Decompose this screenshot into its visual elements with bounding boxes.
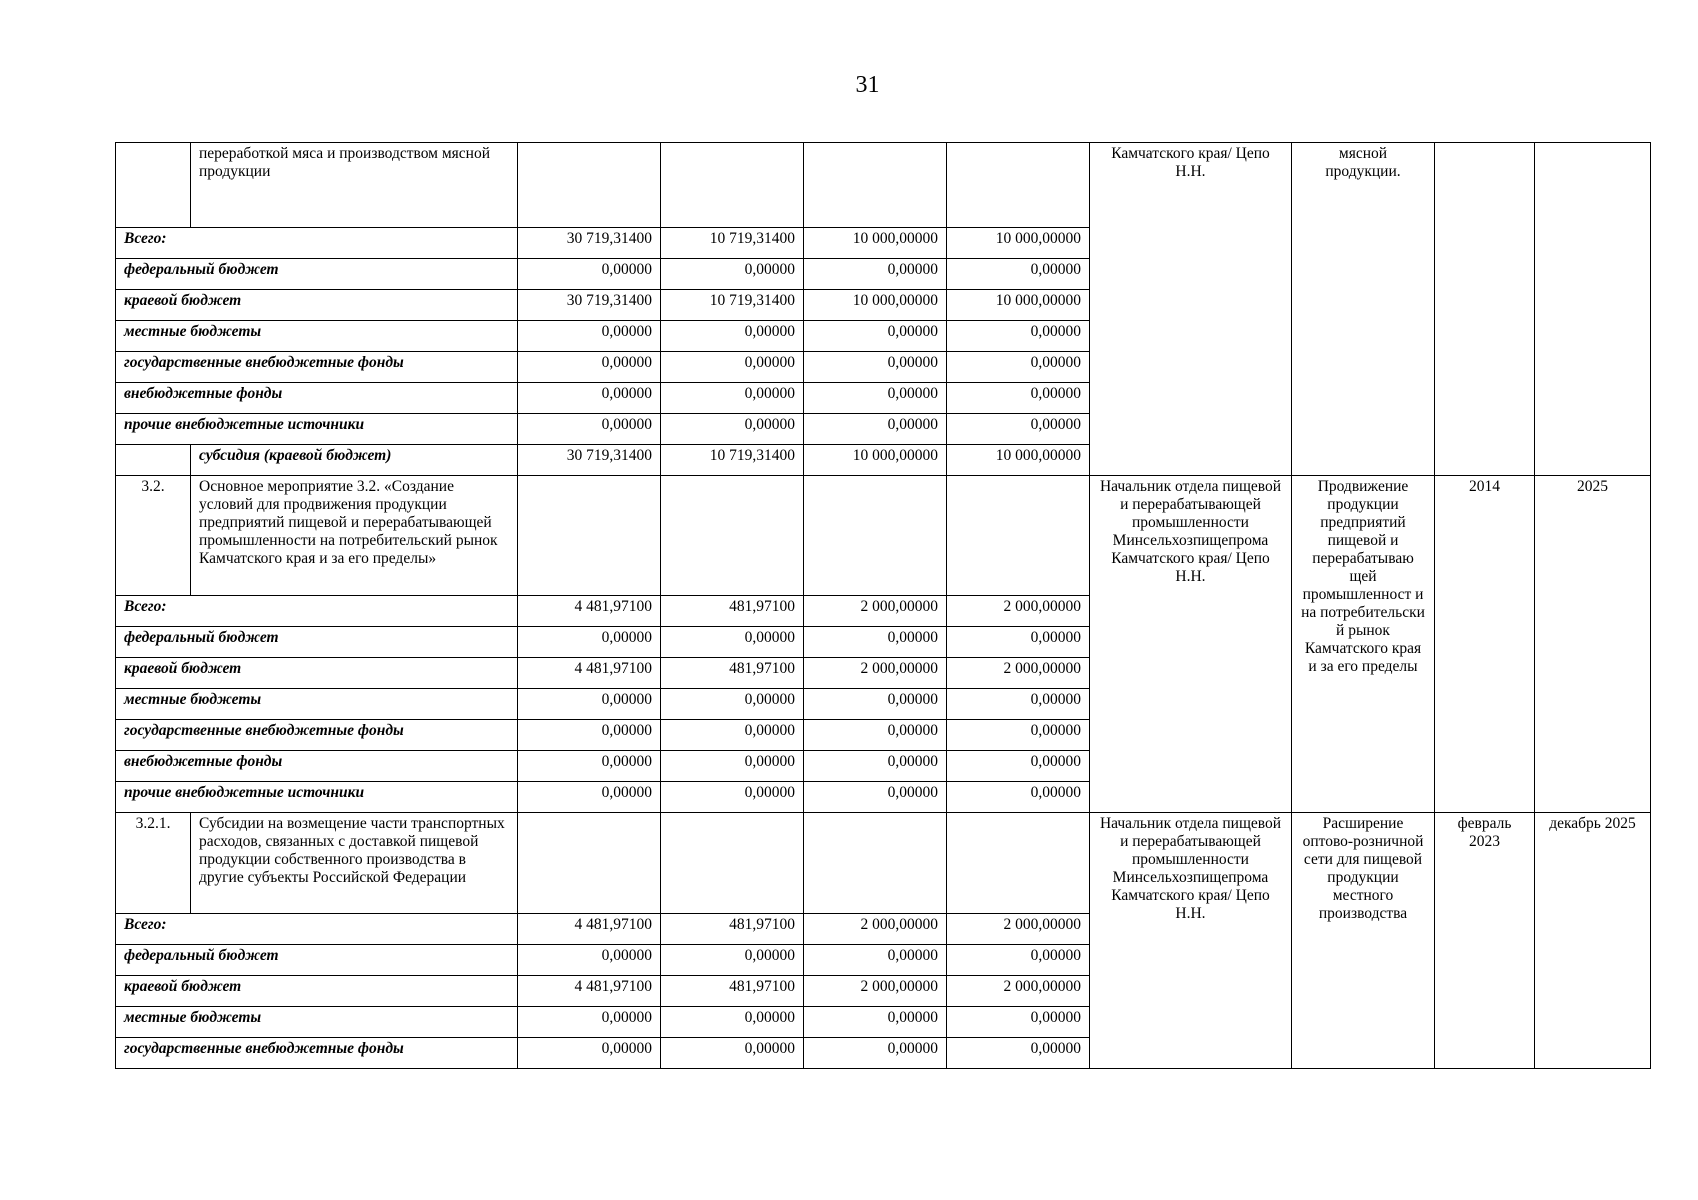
funding-label: федеральный бюджет bbox=[116, 627, 518, 658]
value-cell: 4 481,97100 bbox=[518, 914, 661, 945]
value-cell: 10 719,31400 bbox=[661, 290, 804, 321]
value-cell: 0,00000 bbox=[804, 259, 947, 290]
value-cell: 0,00000 bbox=[804, 383, 947, 414]
value-cell: 0,00000 bbox=[804, 1007, 947, 1038]
end-cell bbox=[1535, 143, 1651, 476]
value-cell: 0,00000 bbox=[804, 751, 947, 782]
value-cell: 10 000,00000 bbox=[804, 290, 947, 321]
value-cell: 2 000,00000 bbox=[804, 914, 947, 945]
value-cell: 0,00000 bbox=[518, 1007, 661, 1038]
value-cell: 10 719,31400 bbox=[661, 445, 804, 476]
funding-label: местные бюджеты bbox=[116, 321, 518, 352]
funding-label: федеральный бюджет bbox=[116, 945, 518, 976]
value-cell: 0,00000 bbox=[661, 627, 804, 658]
value-cell: 2 000,00000 bbox=[947, 976, 1090, 1007]
value-cell: 0,00000 bbox=[947, 1038, 1090, 1069]
value-cell: 481,97100 bbox=[661, 596, 804, 627]
result-cell: Продвижение продукции предприятий пищевой и перерабатываю щей промышленност и на потребительски й рынок Камчатского края и за его пределы bbox=[1292, 476, 1435, 813]
value-cell: 2 000,00000 bbox=[804, 976, 947, 1007]
value-cell: 0,00000 bbox=[804, 720, 947, 751]
value-cell: 0,00000 bbox=[947, 689, 1090, 720]
value-cell: 2 000,00000 bbox=[804, 658, 947, 689]
value-cell: 0,00000 bbox=[518, 414, 661, 445]
value-cell: 0,00000 bbox=[518, 383, 661, 414]
value-cell: 2 000,00000 bbox=[947, 658, 1090, 689]
value-cell: 10 000,00000 bbox=[804, 228, 947, 259]
value-cell: 0,00000 bbox=[518, 259, 661, 290]
funding-label: краевой бюджет bbox=[116, 290, 518, 321]
value-cell: 10 000,00000 bbox=[947, 228, 1090, 259]
funding-label: Всего: bbox=[116, 228, 518, 259]
measure-description: переработкой мяса и производством мясной продукции bbox=[191, 143, 518, 228]
measure-description: Основное мероприятие 3.2. «Создание условий для продвижения продукции предприятий пищевой и перерабатывающей промышленности на потребительский рынок Камчатского края и за его пределы» bbox=[191, 476, 518, 596]
responsible-cell: Начальник отдела пищевой и перерабатывающей промышленности Минсельхозпищепрома Камчатского края/ Цепо Н.Н. bbox=[1090, 813, 1292, 1069]
value-cell: 0,00000 bbox=[661, 689, 804, 720]
funding-label: субсидия (краевой бюджет) bbox=[191, 445, 518, 476]
value-cell: 0,00000 bbox=[518, 627, 661, 658]
funding-label: краевой бюджет bbox=[116, 976, 518, 1007]
value-cell: 0,00000 bbox=[947, 751, 1090, 782]
program-table bbox=[115, 142, 1651, 1069]
funding-label: государственные внебюджетные фонды bbox=[116, 1038, 518, 1069]
funding-label: местные бюджеты bbox=[116, 689, 518, 720]
measure-description: Субсидии на возмещение части транспортных расходов, связанных с доставкой пищевой продукции собственного производства в другие субъекты Российской Федерации bbox=[191, 813, 518, 914]
value-cell: 0,00000 bbox=[947, 945, 1090, 976]
funding-label: внебюджетные фонды bbox=[116, 383, 518, 414]
value-cell: 0,00000 bbox=[518, 1038, 661, 1069]
funding-label: местные бюджеты bbox=[116, 1007, 518, 1038]
funding-label: прочие внебюджетные источники bbox=[116, 414, 518, 445]
value-cell: 0,00000 bbox=[661, 751, 804, 782]
value-cell: 0,00000 bbox=[947, 720, 1090, 751]
measure-number: 3.2.1. bbox=[116, 813, 191, 914]
value-cell: 10 000,00000 bbox=[947, 445, 1090, 476]
value-cell: 0,00000 bbox=[661, 1007, 804, 1038]
start-cell bbox=[1435, 143, 1535, 476]
value-cell: 2 000,00000 bbox=[947, 914, 1090, 945]
value-cell: 30 719,31400 bbox=[518, 228, 661, 259]
value-cell: 0,00000 bbox=[947, 1007, 1090, 1038]
value-cell: 481,97100 bbox=[661, 914, 804, 945]
value-cell: 10 000,00000 bbox=[947, 290, 1090, 321]
measure-number: 3.2. bbox=[116, 476, 191, 596]
responsible-cell: Начальник отдела пищевой и перерабатывающей промышленности Минсельхозпищепрома Камчатского края/ Цепо Н.Н. bbox=[1090, 476, 1292, 813]
value-cell: 0,00000 bbox=[518, 782, 661, 813]
value-cell: 0,00000 bbox=[947, 352, 1090, 383]
responsible-cell: Камчатского края/ Цепо Н.Н. bbox=[1090, 143, 1292, 476]
value-cell: 0,00000 bbox=[804, 321, 947, 352]
value-cell: 0,00000 bbox=[947, 383, 1090, 414]
value-cell: 10 719,31400 bbox=[661, 228, 804, 259]
value-cell: 0,00000 bbox=[947, 627, 1090, 658]
value-cell: 4 481,97100 bbox=[518, 658, 661, 689]
table-row bbox=[116, 813, 1651, 914]
value-cell: 481,97100 bbox=[661, 658, 804, 689]
value-cell: 0,00000 bbox=[518, 751, 661, 782]
funding-label: Всего: bbox=[116, 914, 518, 945]
value-cell: 0,00000 bbox=[804, 945, 947, 976]
result-cell: мясной продукции. bbox=[1292, 143, 1435, 476]
value-cell: 0,00000 bbox=[804, 689, 947, 720]
page-number: 31 bbox=[855, 72, 880, 98]
value-cell: 0,00000 bbox=[661, 1038, 804, 1069]
value-cell: 4 481,97100 bbox=[518, 976, 661, 1007]
funding-label: внебюджетные фонды bbox=[116, 751, 518, 782]
value-cell: 0,00000 bbox=[804, 352, 947, 383]
num-cell bbox=[116, 143, 191, 228]
value-cell: 0,00000 bbox=[661, 720, 804, 751]
value-cell: 0,00000 bbox=[518, 945, 661, 976]
value-cell: 4 481,97100 bbox=[518, 596, 661, 627]
value-cell: 0,00000 bbox=[661, 259, 804, 290]
funding-label: Всего: bbox=[116, 596, 518, 627]
funding-label: прочие внебюджетные источники bbox=[116, 782, 518, 813]
value-cell: 30 719,31400 bbox=[518, 290, 661, 321]
table-row bbox=[116, 143, 1651, 228]
value-cell: 0,00000 bbox=[804, 1038, 947, 1069]
value-cell: 0,00000 bbox=[804, 782, 947, 813]
value-cell: 0,00000 bbox=[947, 782, 1090, 813]
value-cell: 0,00000 bbox=[804, 414, 947, 445]
value-cell: 0,00000 bbox=[661, 414, 804, 445]
table-row bbox=[116, 476, 1651, 596]
value-cell: 30 719,31400 bbox=[518, 445, 661, 476]
value-cell: 2 000,00000 bbox=[947, 596, 1090, 627]
funding-label: государственные внебюджетные фонды bbox=[116, 720, 518, 751]
funding-label: государственные внебюджетные фонды bbox=[116, 352, 518, 383]
value-cell: 0,00000 bbox=[661, 782, 804, 813]
value-cell: 0,00000 bbox=[518, 720, 661, 751]
value-cell: 0,00000 bbox=[661, 352, 804, 383]
value-cell: 481,97100 bbox=[661, 976, 804, 1007]
value-cell: 0,00000 bbox=[947, 414, 1090, 445]
value-cell: 0,00000 bbox=[518, 352, 661, 383]
start-cell: 2014 bbox=[1435, 476, 1535, 813]
value-cell: 0,00000 bbox=[518, 321, 661, 352]
value-cell: 0,00000 bbox=[947, 321, 1090, 352]
value-cell: 0,00000 bbox=[518, 689, 661, 720]
value-cell: 0,00000 bbox=[661, 945, 804, 976]
value-cell: 2 000,00000 bbox=[804, 596, 947, 627]
funding-label: краевой бюджет bbox=[116, 658, 518, 689]
value-cell: 0,00000 bbox=[661, 383, 804, 414]
start-cell: февраль 2023 bbox=[1435, 813, 1535, 1069]
value-cell: 0,00000 bbox=[947, 259, 1090, 290]
end-cell: декабрь 2025 bbox=[1535, 813, 1651, 1069]
funding-label: федеральный бюджет bbox=[116, 259, 518, 290]
value-cell: 0,00000 bbox=[804, 627, 947, 658]
value-cell: 10 000,00000 bbox=[804, 445, 947, 476]
result-cell: Расширение оптово-розничной сети для пищевой продукции местного производства bbox=[1292, 813, 1435, 1069]
value-cell: 0,00000 bbox=[661, 321, 804, 352]
end-cell: 2025 bbox=[1535, 476, 1651, 813]
